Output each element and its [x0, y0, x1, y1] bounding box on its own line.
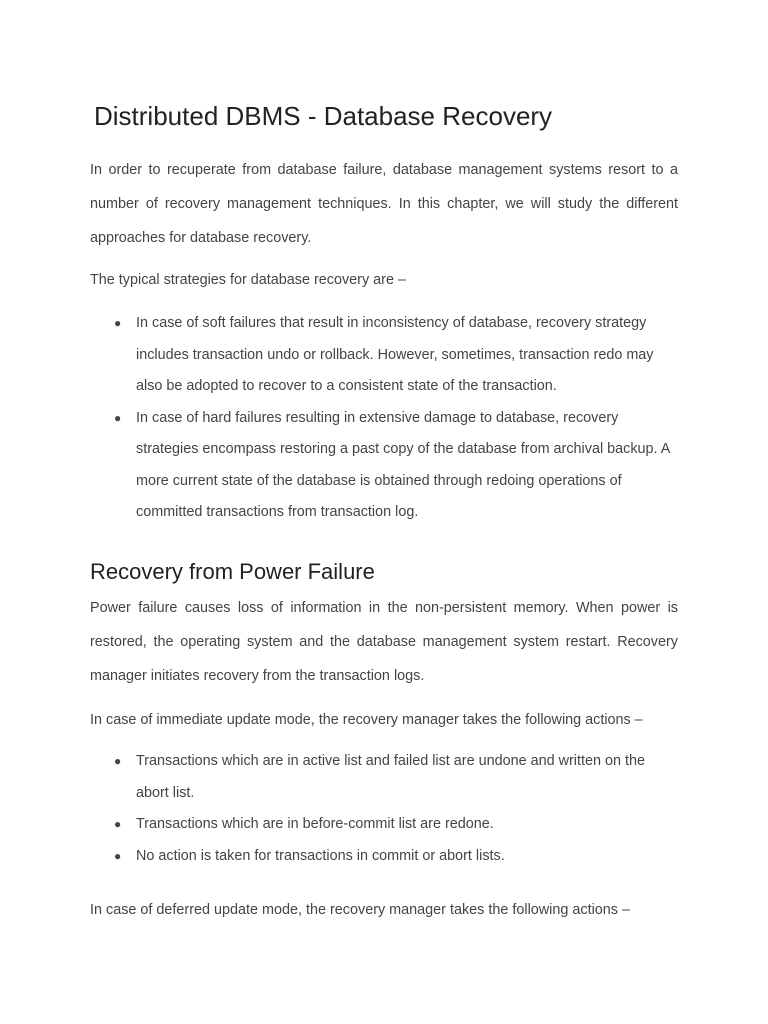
section-heading: Recovery from Power Failure: [90, 559, 375, 584]
strategies-lead: The typical strategies for database recovery are –: [90, 272, 406, 288]
list-item-text: Transactions which are in before-commit list are redone.: [136, 816, 494, 832]
intro-paragraph: In order to recuperate from database failure, database management systems resort to a number of recovery management techniques. In this chapter, we will study the different approaches for database recovery.: [90, 162, 678, 246]
bullet-icon: ●: [114, 848, 122, 863]
bullet-icon: ●: [114, 316, 122, 330]
immediate-update-lead: In case of immediate update mode, the recovery manager takes the following actions –: [90, 712, 643, 728]
bullet-icon: ●: [114, 817, 122, 831]
list-item: [90, 809, 678, 841]
page-title: Distributed DBMS - Database Recovery: [94, 101, 553, 131]
bullet-icon: ●: [114, 410, 122, 425]
list-item-text: In case of soft failures that result in inconsistency of database, recovery strategy includes transaction undo or rollback. However, sometimes, transaction redo may also be adopted to recover to a consistent state of the transaction.: [136, 315, 654, 394]
bullet-icon: ●: [114, 754, 122, 768]
list-item: [90, 308, 678, 403]
list-item-text: In case of hard failures resulting in extensive damage to database, recovery strategies encompass restoring a past copy of the database from archival backup. A more current state of the database is obtained through redoing operations of committed transactions from transaction log.: [136, 409, 670, 520]
list-item-text: Transactions which are in active list and failed list are undone and written on the abort list.: [136, 753, 646, 801]
power-failure-paragraph: Power failure causes loss of information in the non-persistent memory. When power is restored, the operating system and the database management system restart. Recovery manager initiates recovery from the transaction logs.: [90, 600, 678, 684]
list-item: [90, 403, 678, 529]
strategies-list: [90, 308, 678, 529]
list-item: [90, 841, 678, 873]
list-item: [90, 746, 678, 809]
immediate-actions-list: [90, 746, 678, 872]
list-item-text: No action is taken for transactions in commit or abort lists.: [136, 847, 505, 864]
deferred-update-lead: In case of deferred update mode, the recovery manager takes the following actions –: [90, 902, 630, 918]
